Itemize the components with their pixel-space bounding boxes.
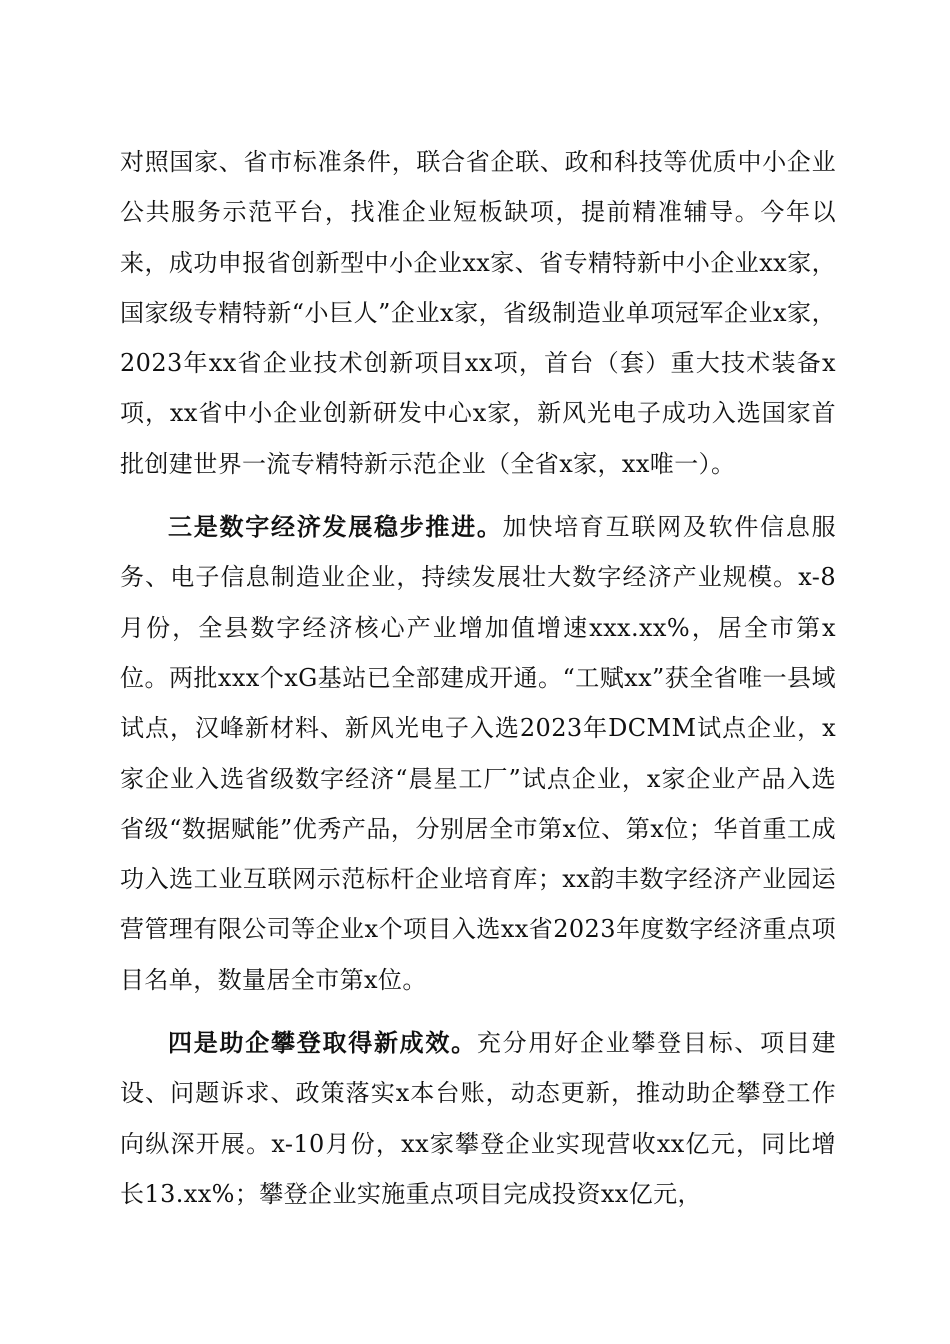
paragraph-3: [120, 1018, 836, 1219]
paragraph-2-heading: 三是数字经济发展稳步推进。: [168, 512, 503, 542]
paragraph-3-heading: 四是助企攀登取得新成效。: [168, 1028, 477, 1058]
paragraph-3-body: 充分用好企业攀登目标、项目建设、问题诉求、政策落实x本台账，动态更新，推动助企攀登工作向纵深开展。x-10月份，xx家攀登企业实现营收xx亿元，同比增长13.xx%；攀登企业实施重点项目完成投资xx亿元，: [120, 1029, 836, 1208]
paragraph-2-body: 加快培育互联网及软件信息服务、电子信息制造业企业，持续发展壮大数字经济产业规模。x-8月份，全县数字经济核心产业增加值增速xxx.xx%，居全市第x位。两批xxx个xG基站已全部建成开通。“工赋xx”获全省唯一县域试点，汉峰新材料、新风光电子入选2023年DCMM试点企业，x家企业入选省级数字经济“晨星工厂”试点企业，x家企业产品入选省级“数据赋能”优秀产品，分别居全市第x位、第x位；华首重工成功入选工业互联网示范标杆企业培育库；xx韵丰数字经济产业园运营管理有限公司等企业x个项目入选xx省2023年度数字经济重点项目名单，数量居全市第x位。: [120, 513, 836, 994]
paragraph-1: [120, 137, 836, 489]
paragraph-2: [120, 502, 836, 1005]
paragraph-1-body: 对照国家、省市标准条件，联合省企联、政和科技等优质中小企业公共服务示范平台，找准企业短板缺项，提前精准辅导。今年以来，成功申报省创新型中小企业xx家、省专精特新中小企业xx家，国家级专精特新“小巨人”企业x家，省级制造业单项冠军企业x家，2023年xx省企业技术创新项目xx项，首台（套）重大技术装备x项，xx省中小企业创新研发中心x家，新风光电子成功入选国家首批创建世界一流专精特新示范企业（全省x家，xx唯一）。: [120, 148, 836, 478]
